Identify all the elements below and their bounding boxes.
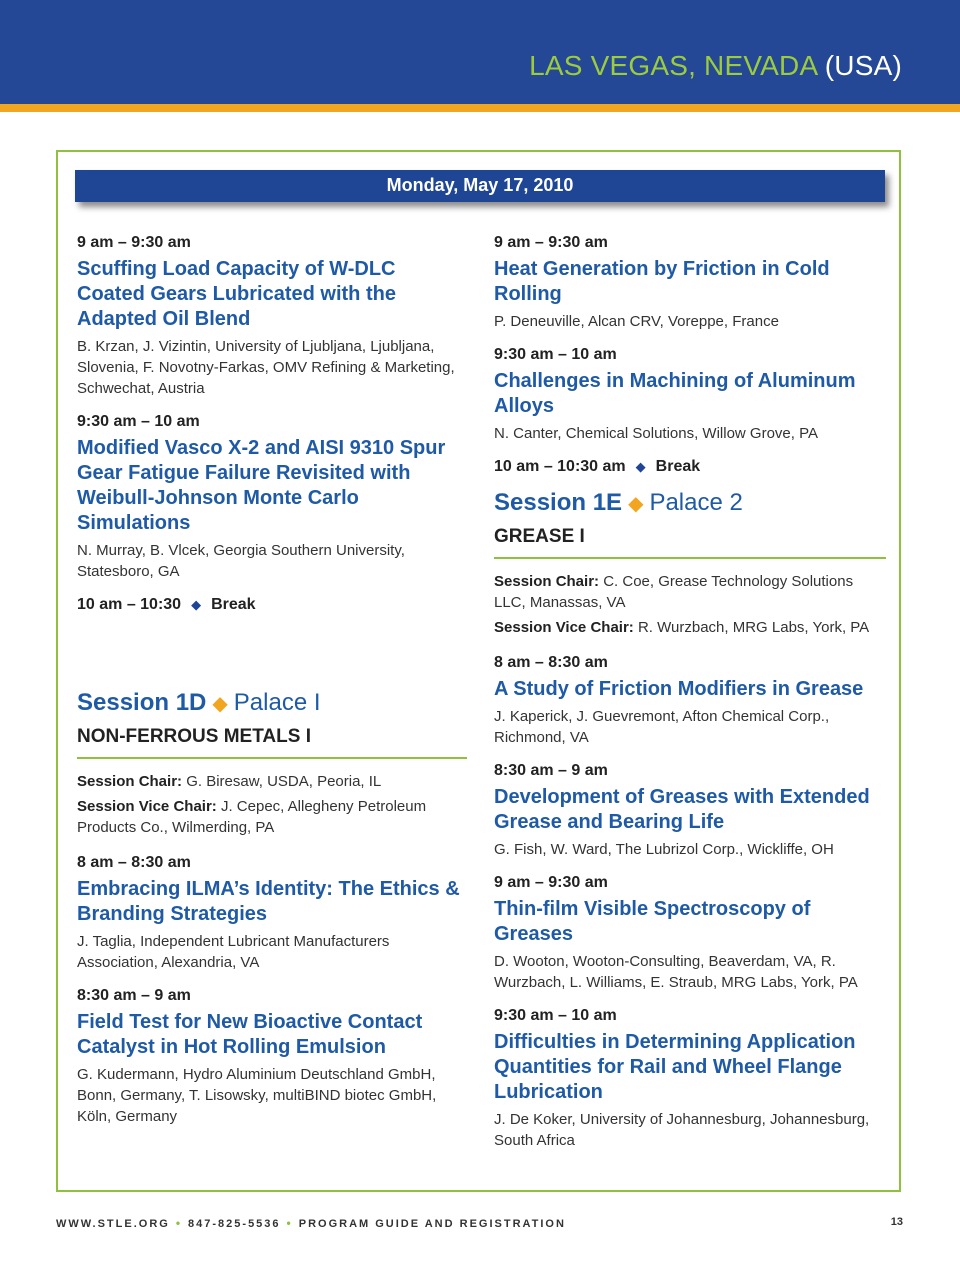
- talk-entry: [77, 852, 467, 973]
- session-heading: [77, 688, 467, 719]
- talk-title: Embracing ILMA’s Identity: The Ethics & Branding Strategies: [77, 878, 460, 925]
- session-vice-chair: [77, 796, 467, 838]
- footer-guide-title: PROGRAM GUIDE AND REGISTRATION: [298, 1218, 566, 1230]
- talk-title: Challenges in Machining of Aluminum Alloys: [494, 370, 856, 417]
- footer-separator: •: [175, 1216, 183, 1230]
- talk-authors: N. Murray, B. Vlcek, Georgia Southern University, Statesboro, GA: [77, 542, 405, 580]
- talk-time: 9:30 am – 10 am: [494, 1007, 617, 1024]
- talk-authors: P. Deneuville, Alcan CRV, Voreppe, France: [494, 313, 779, 330]
- talk-authors: N. Canter, Chemical Solutions, Willow Grove, PA: [494, 425, 819, 442]
- talk-title: Development of Greases with Extended Grease and Bearing Life: [494, 786, 870, 833]
- talk-authors: J. De Koker, University of Johannesburg, Johannesburg, South Africa: [494, 1111, 870, 1149]
- session-chair: [494, 571, 886, 613]
- talk-authors: J. Kaperick, J. Guevremont, Afton Chemical Corp., Richmond, VA: [494, 708, 830, 746]
- session-topic: NON-FERROUS METALS I: [77, 725, 467, 759]
- session-chair: [77, 771, 467, 792]
- session-room: Palace I: [233, 689, 321, 716]
- talk-time: 8:30 am – 9 am: [494, 762, 608, 779]
- talk-authors: J. Taglia, Independent Lubricant Manufacturers Association, Alexandria, VA: [77, 933, 390, 971]
- vice-chair-value: R. Wurzbach, MRG Labs, York, PA: [637, 619, 870, 636]
- talk-entry: [494, 344, 886, 444]
- location-city: LAS VEGAS, NEVADA: [529, 50, 817, 81]
- break-entry: [494, 456, 886, 478]
- chair-value: C. Coe, Grease Technology Solutions LLC, Manassas, VA: [494, 573, 854, 611]
- break-label: Break: [211, 596, 256, 613]
- talk-time: 8 am – 8:30 am: [494, 654, 608, 671]
- session-topic: GREASE I: [494, 525, 886, 559]
- location-country: (USA): [824, 50, 902, 81]
- talk-authors: G. Fish, W. Ward, The Lubrizol Corp., Wickliffe, OH: [494, 841, 834, 858]
- session-room: Palace 2: [649, 489, 743, 516]
- session-code: Session 1E: [494, 489, 623, 516]
- talk-entry: [77, 411, 467, 582]
- talk-entry: [494, 760, 886, 860]
- chair-label: Session Chair:: [77, 773, 183, 790]
- talk-entry: [494, 872, 886, 993]
- talk-authors: B. Krzan, J. Vizintin, University of Ljubljana, Ljubljana, Slovenia, F. Novotny-Farkas, OMV Refining & Marketing, Schwechat, Austria: [77, 338, 455, 397]
- talk-title: Scuffing Load Capacity of W-DLC Coated Gears Lubricated with the Adapted Oil Blend: [77, 258, 396, 330]
- talk-entry: [494, 652, 886, 748]
- footer-phone: 847-825-5536: [188, 1218, 281, 1230]
- diamond-icon: ◆: [212, 693, 228, 715]
- location-title: [529, 50, 902, 82]
- footer-website-link[interactable]: WWW.STLE.ORG: [56, 1218, 170, 1230]
- date-banner: Monday, May 17, 2010: [75, 170, 885, 202]
- page-number: 13: [890, 1216, 903, 1228]
- talk-title: Thin-film Visible Spectroscopy of Greases: [494, 898, 811, 945]
- talk-time: 9 am – 9:30 am: [494, 234, 608, 251]
- talk-time: 9:30 am – 10 am: [77, 413, 200, 430]
- talk-entry: [77, 985, 467, 1127]
- session-vice-chair: [494, 617, 886, 638]
- talk-title: Heat Generation by Friction in Cold Rolling: [494, 258, 830, 305]
- session-heading: [494, 488, 886, 519]
- right-column: [494, 232, 886, 1163]
- talk-authors: D. Wooton, Wooton-Consulting, Beaverdam, VA, R. Wurzbach, L. Williams, E. Straub, MRG Labs, York, PA: [494, 953, 858, 991]
- talk-title: Modified Vasco X-2 and AISI 9310 Spur Gear Fatigue Failure Revisited with Weibull-Johnson Monte Carlo Simulations: [77, 437, 446, 534]
- break-entry: [77, 594, 467, 616]
- talk-entry: [494, 1005, 886, 1151]
- break-label: Break: [655, 458, 701, 475]
- talk-time: 8:30 am – 9 am: [77, 987, 191, 1004]
- diamond-icon: ◆: [635, 459, 646, 474]
- vice-chair-label: Session Vice Chair:: [77, 798, 217, 815]
- talk-authors: G. Kudermann, Hydro Aluminium Deutschland GmbH, Bonn, Germany, T. Lisowsky, multiBIND biotec GmbH, Köln, Germany: [77, 1066, 437, 1125]
- vice-chair-value: J. Cepec, Allegheny Petroleum Products Co., Wilmerding, PA: [77, 798, 427, 836]
- session-code: Session 1D: [77, 689, 207, 716]
- break-time: 10 am – 10:30: [77, 596, 182, 613]
- talk-time: 8 am – 8:30 am: [77, 854, 191, 871]
- footer-info: [56, 1216, 566, 1230]
- vice-chair-label: Session Vice Chair:: [494, 619, 634, 636]
- left-column: [77, 232, 467, 1139]
- header-accent-stripe: [0, 104, 960, 112]
- talk-title: Field Test for New Bioactive Contact Catalyst in Hot Rolling Emulsion: [77, 1011, 423, 1058]
- talk-time: 9:30 am – 10 am: [494, 346, 617, 363]
- chair-label: Session Chair:: [494, 573, 600, 590]
- talk-title: A Study of Friction Modifiers in Grease: [494, 678, 864, 700]
- diamond-icon: ◆: [191, 597, 202, 612]
- chair-value: G. Biresaw, USDA, Peoria, IL: [186, 773, 382, 790]
- talk-entry: [77, 232, 467, 399]
- talk-title: Difficulties in Determining Application Quantities for Rail and Wheel Flange Lubrication: [494, 1031, 856, 1103]
- break-time: 10 am – 10:30 am: [494, 458, 626, 475]
- talk-time: 9 am – 9:30 am: [494, 874, 608, 891]
- talk-time: 9 am – 9:30 am: [77, 234, 191, 251]
- diamond-icon: ◆: [628, 493, 644, 515]
- footer-separator: •: [286, 1216, 293, 1230]
- talk-entry: [494, 232, 886, 332]
- header-banner: [0, 0, 960, 104]
